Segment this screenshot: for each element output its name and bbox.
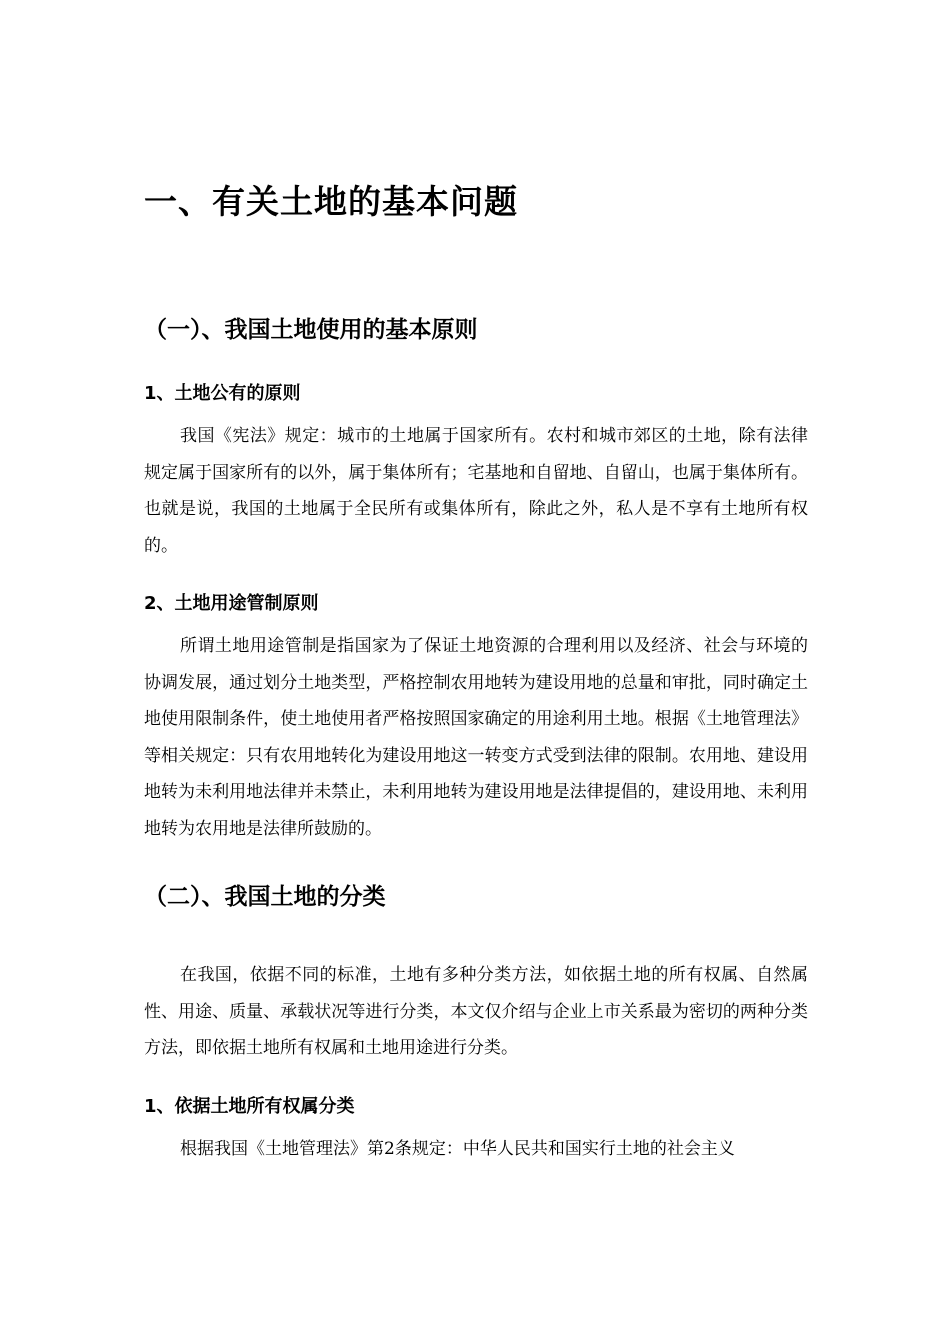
paragraph-public-ownership: 我国《宪法》规定：城市的土地属于国家所有。农村和城市郊区的土地，除有法律规定属于国家所有的以外，属于集体所有；宅基地和自留地、自留山，也属于集体所有。也就是说，我国的土地属于全民所有或集体所有，除此之外，私人是不享有土地所有权的。 [144,426,808,556]
subheading-ownership-classification: 1、依据土地所有权属分类 [144,1095,355,1117]
section-heading-classification: （二）、我国土地的分类 [144,884,386,910]
paragraph-ownership-classification: 根据我国《土地管理法》第2条规定：中华人民共和国实行土地的社会主义 [180,1138,735,1159]
document-body [144,176,808,1167]
paragraph-land-use-control: 所谓土地用途管制是指国家为了保证土地资源的合理利用以及经济、社会与环境的协调发展，通过划分土地类型，严格控制农用地转为建设用地的总量和审批，同时确定土地使用限制条件，使土地使用者严格按照国家确定的用途利用土地。根据《土地管理法》等相关规定：只有农用地转化为建设用地这一转变方式受到法律的限制。农用地、建设用地转为未利用地法律并未禁止，未利用地转为建设用地是法律提倡的，建设用地、未利用地转为农用地是法律所鼓励的。 [144,636,808,839]
paragraph-classification-intro: 在我国，依据不同的标准，土地有多种分类方法，如依据土地的所有权属、自然属性、用途、质量、承载状况等进行分类，本文仅介绍与企业上市关系最为密切的两种分类方法，即依据土地所有权属和土地用途进行分类。 [144,965,808,1058]
document-title: 一、有关土地的基本问题 [144,182,518,221]
subheading-land-use-control: 2、土地用途管制原则 [144,593,319,614]
subheading-public-ownership: 1、土地公有的原则 [144,383,301,404]
section-heading-principles: （一）、我国土地使用的基本原则 [144,317,478,343]
